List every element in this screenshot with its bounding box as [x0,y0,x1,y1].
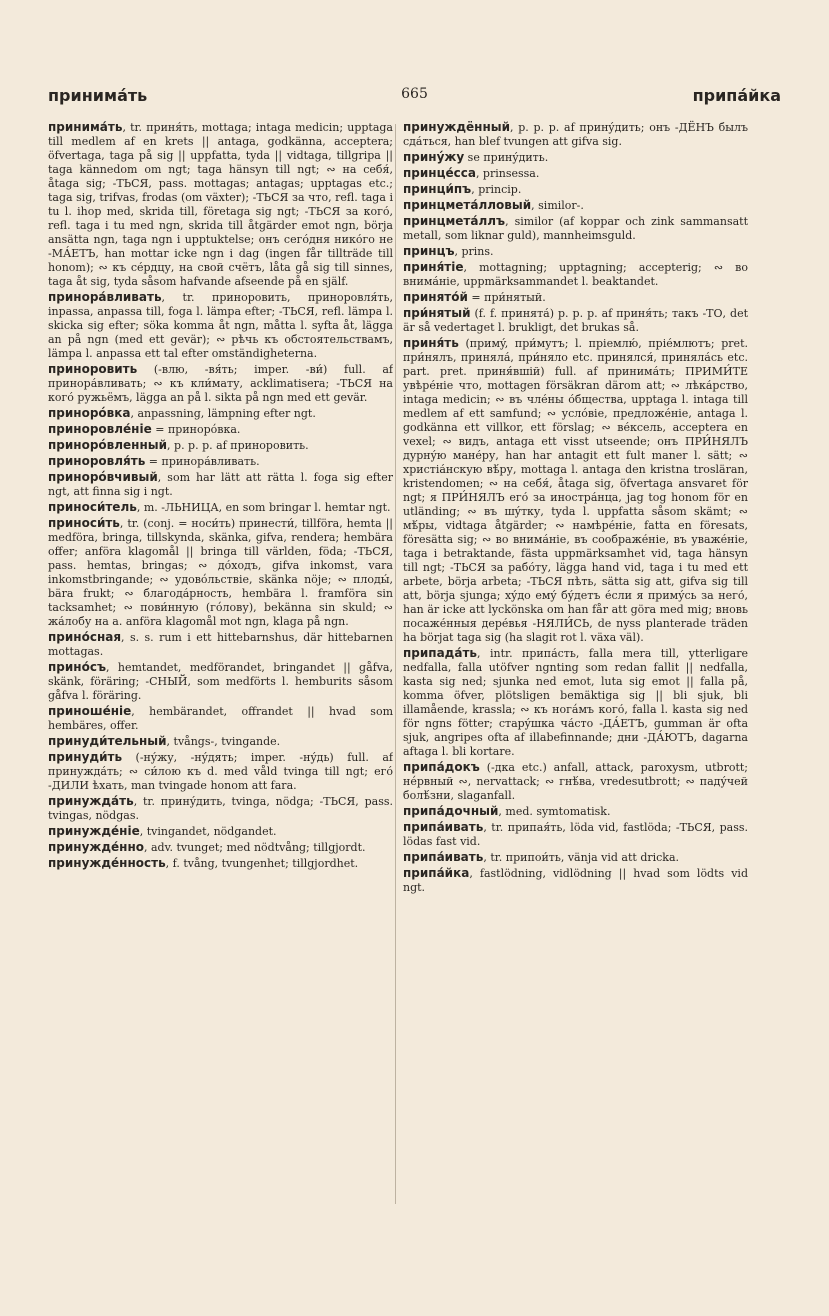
definition: , tr. принýдить, tvinga, nödga; -ТЬСЯ, pass. tvingas, nödgas. [48,795,393,822]
headword: принце́сса [403,166,476,180]
headword: принцъ [403,244,455,258]
definition: , princip. [471,183,522,196]
dictionary-entry [48,516,393,629]
dictionary-entry [403,336,748,645]
headword: приноси́тель [48,500,137,514]
headword: при́нятый [403,306,471,320]
dictionary-entry [48,500,393,515]
headword: принуди́тельный [48,734,167,748]
left-column [48,120,393,1210]
headword: принужде́нно [48,840,144,854]
headword: принято́й [403,290,468,304]
definition: (f. f. принята́) p. p. p. af приня́ть; такъ -ТО, det är så vedertaget l. brukligt, det brukas så. [403,307,748,334]
headword: припада́ть [403,646,478,660]
right-column [403,120,748,1210]
headword: приноровить [48,362,138,376]
dictionary-entry [48,704,393,733]
definition: , tvingandet, nödgandet. [139,825,277,838]
dictionary-entry [48,630,393,659]
dictionary-entry [403,804,748,819]
headword: приноровле́ніе [48,422,152,436]
running-head-left: принима́ть [48,86,148,105]
dictionary-entry [48,734,393,749]
dictionary-entry [48,794,393,823]
definition: , mottagning; upptagning; accepterig; ∾ во внима́ніе, uppmärksammandet l. beaktandet. [403,261,748,288]
page-number: 665 [401,86,428,102]
dictionary-entry [403,290,748,305]
headword: приноси́ть [48,516,120,530]
headword: припа́докъ [403,760,480,774]
dictionary-entry [48,750,393,793]
dictionary-entry [48,422,393,437]
dictionary-entry [403,850,748,865]
column-divider [395,124,396,1204]
definition: , tr. приня́ть, mottaga; intaga medicin; upptaga till medlem af en krets || antaga, godkänna, acceptera; öfvertaga, taga på sig || uppfatta, tyda || vidtaga, tillgripa || taga kännedom om ngt; taga hänsyn till ngt; ∾ на себя́, åtaga sig; -ТЬСЯ, pass. mottagas; antagas; upptagas etc.; taga sig, trifvas, frodas (om växter); -ТЬСЯ за что, refl. taga i tu l. ihop med, skrida till, företaga sig ngt; -ТЬСЯ за кого́, refl. taga i tu med ngn, skrida till åtgärder emot ngn, börja ansätta ngn, taga ngn i upptuktelse; онъ сего́дня нико́го не -МА́ЕТЪ, han mottar icke ngn i dag (ingen får tillträde till honom); ∾ къ се́рдцу, на свой счётъ, låta gå sig till sinnes, taga åt sig, tyda såsom hafvande afseende på en själf. [48,121,393,288]
definition: , hemtandet, medförandet, bringandet || gåfva, skänk, föräring; -СНЫЙ, som medförts l. hemburits såsom gåfva l. föräring. [48,661,393,702]
headword: принцмета́лловый [403,198,532,212]
definition: , fastlödning, vidlödning || hvad som lödts vid ngt. [403,867,748,894]
headword: припа́ивать [403,820,484,834]
definition: , s. s. rum i ett hittebarnshus, där hittebarnen mottagas. [48,631,393,658]
headword: приня́ть [403,336,459,350]
dictionary-entry [403,820,748,849]
headword: приноше́ніе [48,704,132,718]
dictionary-entry [403,150,748,165]
dictionary-entry [48,470,393,499]
definition: , prinsessa. [475,167,540,180]
definition: = при́нятый. [467,291,546,304]
definition: , p. p. p. af принýдить; онъ -ДЁНЪ былъ сда́ться, han blef tvungen att gifva sig. [403,121,748,148]
dictionary-entry [48,438,393,453]
definition: , f. tvång, tvungenhet; tillgjordhet. [165,857,359,870]
dictionary-entry [403,182,748,197]
headword: принужда́ть [48,794,134,808]
dictionary-entry [403,166,748,181]
definition: , tr. припая́ть, löda vid, fastlöda; -ТЬСЯ, pass. lödas fast vid. [403,821,748,848]
page-header [48,82,781,110]
dictionary-entry [403,244,748,259]
definition: , hembärandet, offrandet || hvad som hembäres, offer. [48,705,393,732]
definition: = принорóвка. [151,423,241,436]
headword: приноровля́ть [48,454,146,468]
definition: , anpassning, lämpning efter ngt. [130,407,316,420]
headword: принужде́нность [48,856,166,870]
headword: припа́ивать [403,850,484,864]
definition: , adv. tvunget; med nödtvång; tillgjordt. [144,841,366,854]
dictionary-entry [403,760,748,803]
headword: принцмета́ллъ [403,214,506,228]
definition: , m. -ЛЬНИЦА, en som bringar l. hemtar ngt. [136,501,391,514]
dictionary-entry [403,214,748,243]
dictionary-entry [48,362,393,405]
headword: прино́съ [48,660,106,674]
headword: припа́йка [403,866,470,880]
dictionary-entry [48,840,393,855]
definition: , tvångs-, tvingande. [166,735,281,748]
definition: se принýдить. [464,151,549,164]
headword: принуди́ть [48,750,123,764]
definition: = принора́вливать. [145,455,260,468]
dictionary-entry [403,306,748,335]
headword: принора́вливать [48,290,162,304]
definition: (-дка etc.) anfall, attack, paroxysm, utbrott; нéрвный ∾, nervattack; ∾ гнѣ́ва, vredesutbrott; ∾ паду́чей болѣ́зни, slaganfall. [403,761,748,802]
headword: принорóвка [48,406,131,420]
definition: , intr. припа́сть, falla mera till, ytterligare nedfalla, falla utöfver ngnting som redan fallit || nedfalla, kasta sig ned; sjunka ned emot, luta sig emot || falla på, komma öfver, plötsligen bemäktiga sig || bli sjuk, bli illamående, krassla; ∾ къ ногáмъ кого́, falla l. kasta sig ned för ngns fötter; старýшка ча́сто -ДА́ЕТЪ, gumman är ofta sjuk, angripes ofta af illabefinnande; дни -ДА́ЮТЪ, dagarna aftaga l. bli kortare. [403,647,748,758]
definition: , similor (af koppar och zink sammansatt metall, som liknar guld), mannheimsguld. [403,215,748,242]
definition: (-влю, -вя́ть; imper. -ви́) full. af принора́вливать; ∾ къ кли́мату, acklimatisera; -ТЬСЯ на кого́ ружьёмъ, lägga an på l. sikta på ngn med ett gevär. [48,363,393,404]
dictionary-entry [48,406,393,421]
headword: принорóвчивый [48,470,158,484]
definition: (-нýжу, -нýдять; imper. -нýдь) full. af принужда́ть; ∾ си́лою къ d. med våld tvinga till ngt; его́ -ДИЛИ ѣхать, man tvingade honom att fara. [48,751,393,792]
dictionary-entry [403,120,748,149]
dictionary-entry [48,120,393,289]
headword: принуждённый [403,120,511,134]
dictionary-entry [403,260,748,289]
dictionary-entry [48,856,393,871]
definition: , tr. приноровить, приноровля́ть, inpassa, anpassa till, foga l. lämpa efter; -ТЬСЯ, refl. lämpa l. skicka sig efter; söka komma åt ngn, måtta l. syfta åt, lägga an på ngn (med ett gevär); ∾ рѣчь къ обстоятельствамъ, lämpa l. anpassa ett tal efter omständigheterna. [48,291,393,360]
headword: принорóвленный [48,438,168,452]
dictionary-entry [48,290,393,361]
definition: , tr. припои́ть, vänja vid att dricka. [483,851,680,864]
dictionary-entry [403,866,748,895]
definition: , med. symtomatisk. [498,805,611,818]
dictionary-entry [403,198,748,213]
dictionary-entry [48,660,393,703]
running-head-right: припа́йка [692,86,781,105]
headword: принýжу [403,150,465,164]
dictionary-entry [403,646,748,759]
definition: , p. p. p. af приноровить. [167,439,309,452]
dictionary-entry [48,824,393,839]
definition: , similor-. [531,199,584,212]
headword: приня́тіе [403,260,464,274]
definition: , tr. (conj. = носи́ть) принести́, tillföra, hemta || medföra, bringa, tillskynda, skänka, gifva, rendera; hembära offer; anföra klagomål || bringa till världen, föda; -ТЬСЯ, pass. hemtas, bringas; ∾ до́ходъ, gifva inkomst, vara inkomstbringande; ∾ удовóльствіе, skänka nöje; ∾ плоды́, bära frukt; ∾ благода́рность, hembära l. framföra sin tacksamhet; ∾ пови́нную (гóлову), bekänna sin skuld; ∾ жа́лобу на a. anföra klagomål mot ngn, klaga på ngn. [48,517,393,628]
definition: , prins. [454,245,494,258]
headword: принужде́ніе [48,824,140,838]
definition: , som har lätt att rätta l. foga sig efter ngt, att finna sig i ngt. [48,471,393,498]
headword: прино́сная [48,630,122,644]
headword: припа́дочный [403,804,499,818]
dictionary-entry [48,454,393,469]
definition: (примý, при́мутъ; l. пріемлю́, пріе́млютъ; pret. при́нялъ, приняла́, при́няло etc. принялся́, приняла́сь etc. part. pret. приня́вшій) full. af принима́ть; ПРИМИ́ТЕ увѣре́ніе что, mottagen försäkran därom att; ∾ лѣка́рство, intaga medicin; ∾ въ чле́ны о́бщества, upptaga l. intaga till medlem af ett samfund; ∾ услóвіе, предложе́ніе, antaga l. godkänna ett villkor, ett förslag; ∾ ве́ксель, acceptera en vexel; ∾ видъ, antaga ett visst utseende; онъ ПРИ́НЯЛЪ дурнýю мане́ру, han har antagit ett fult maner l. sätt; ∾ христіа́нскую вѣ́ру, mottaga l. antaga den kristna trosläran, kristendomen; ∾ на себя́, åtaga sig, öfvertaga ansvaret för ngt; я ПРИ́НЯЛЪ его́ за иностра́нца, jag tog honom för en utländing; ∾ въ шýтку, tyda l. uppfatta såsom skämt; ∾ мѣ́ры, vidtaga åtgärder; ∾ намѣре́ніе, fatta en föresats, föresätta sig; ∾ во внима́ніе, въ соображе́ніе, въ уваже́ніе, taga i betraktande, fästa uppmärksamhet vid, taga hänsyn till ngt; -ТЬСЯ за рабо́ту, lägga hand vid, taga i tu med ett arbete, börja arbeta; -ТЬСЯ пѣть, sätta sig att, gifva sig till att, börja sjunga; хýдо емý бýдетъ е́сли я примýсь за него́, han är icke att lyckönska om han får att göra med mig; вновь посаже́нныя дере́вья -НЯЛИ́СЬ, de nyss planterade träden ha börjat taga sig (ha slagit rot l. växa väl). [403,337,748,644]
headword: принима́ть [48,120,123,134]
headword: принци́пъ [403,182,472,196]
